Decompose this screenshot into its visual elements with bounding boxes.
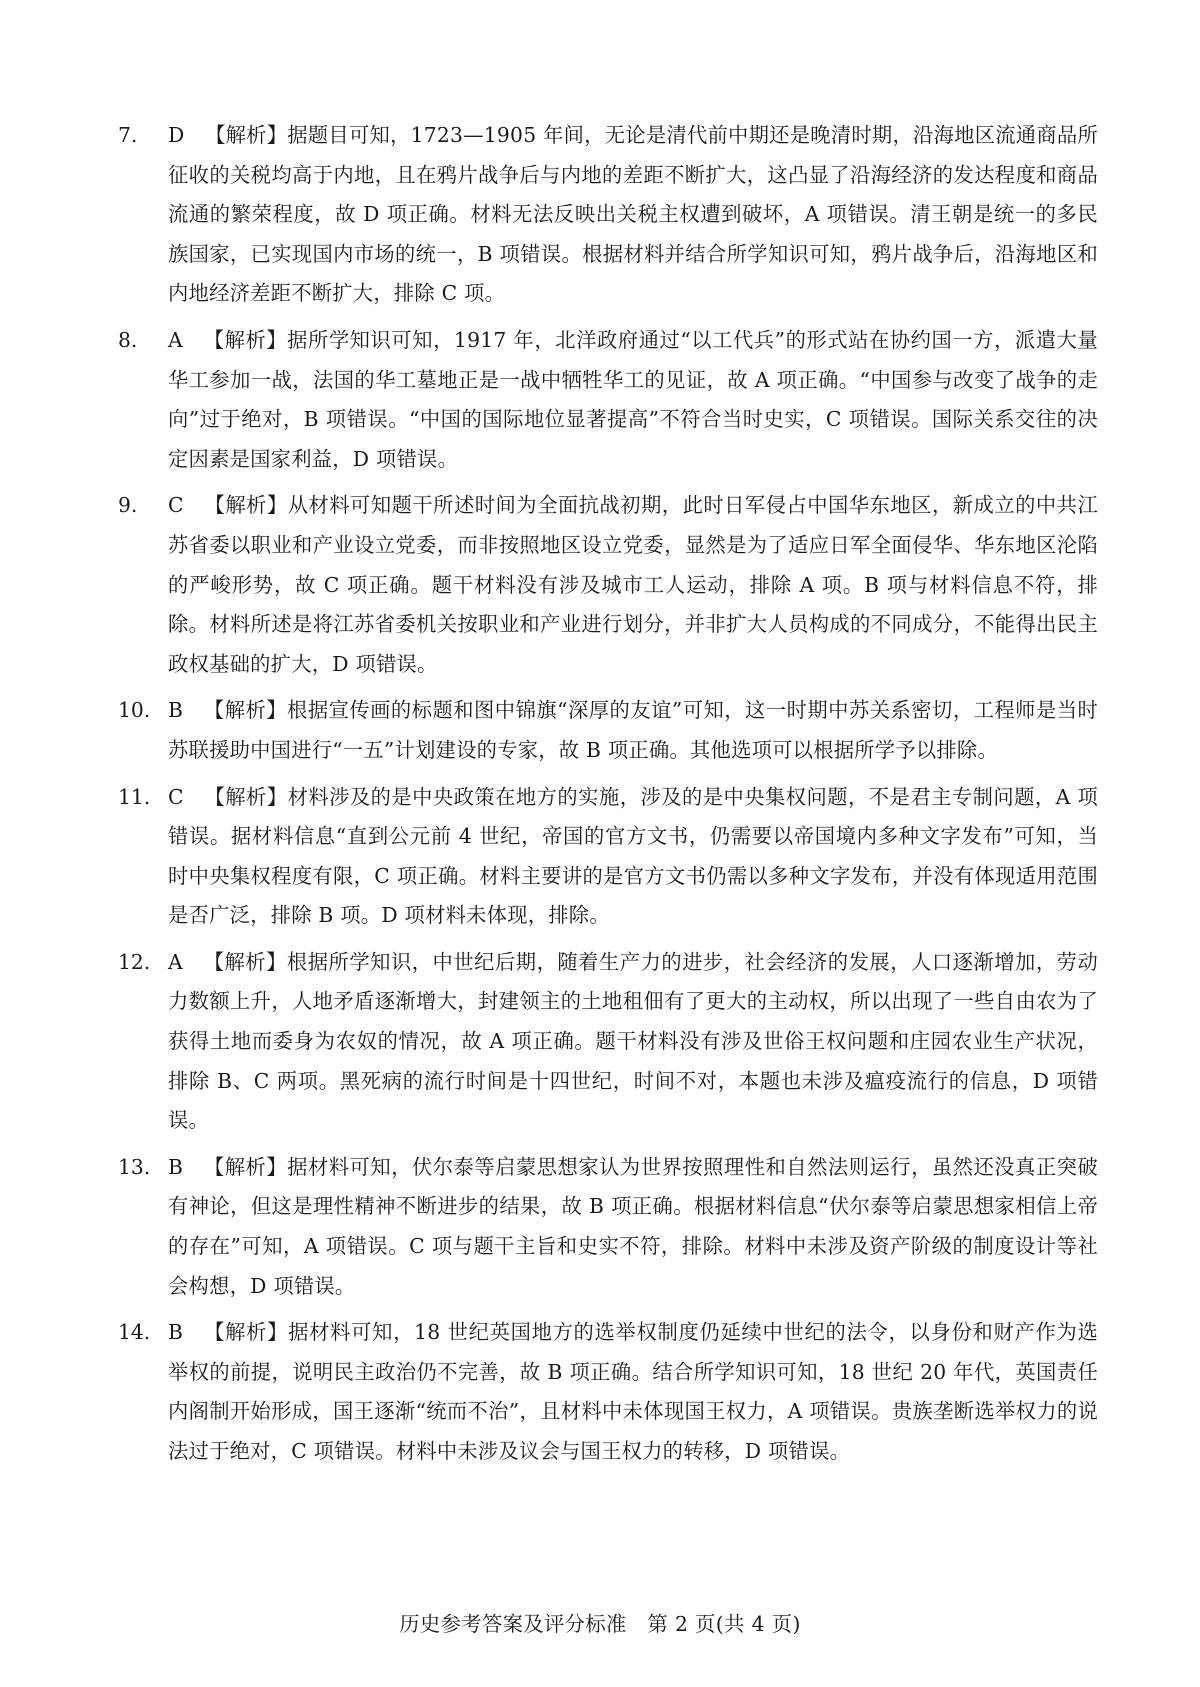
analysis-text: 据材料可知，伏尔泰等启蒙思想家认为世界按照理性和自然法则运行，虽然还没真正突破有神论，但这是理性精神不断进步的结果，故 B 项正确。根据材料信息“伏尔泰等启蒙思想家相信上帝的存在”可知，A 项错误。C 项与题干主旨和史实不符，排除。材料中未涉及资产阶级的制度设计等社会构想，D 项错误。 (168, 1154, 1098, 1298)
question-number: 14. (118, 1320, 151, 1345)
answer-choice-and-tag: B 【解析】 (168, 1320, 289, 1345)
answer-choice-and-tag: A 【解析】 (168, 949, 287, 974)
analysis-text: 据材料可知，18 世纪英国地方的选举权制度仍延续中世纪的法令，以身份和财产作为选举权的前提，说明民主政治仍不完善，故 B 项正确。结合所学知识可知，18 世纪 20 年代，英国责任内阁制开始形成，国王逐渐“统而不治”，且材料中未体现国王权力，A 项错误。贵族垄断选举权力的说法过于绝对，C 项错误。材料中未涉及议会与国王权力的转移，D 项错误。 (168, 1320, 1098, 1463)
answer-choice-and-tag: C 【解析】 (168, 784, 288, 809)
analysis-text: 根据所学知识，中世纪后期，随着生产力的进步，社会经济的发展，人口逐渐增加，劳动力数额上升，人地矛盾逐渐增大，封建领主的土地租佃有了更大的主动权，所以出现了一些自由农为了获得土地而委身为农奴的情况，故 A 项正确。题干材料没有涉及世俗王权问题和庄园农业生产状况，排除 B、C 两项。黑死病的流行时间是十四世纪，时间不对，本题也未涉及瘟疫流行的信息，D 项错误。 (168, 949, 1098, 1133)
answer-paragraph (168, 778, 1098, 936)
question-number: 7. (118, 123, 138, 147)
answer-item-12 (118, 943, 1098, 1141)
answer-paragraph (168, 116, 1098, 314)
answer-choice-and-tag: D 【解析】 (168, 123, 288, 147)
question-number: 11. (118, 784, 151, 809)
answer-item-8 (118, 321, 1098, 479)
answer-choice-and-tag: B 【解析】 (168, 698, 288, 723)
answer-item-7 (118, 116, 1098, 314)
answer-paragraph (168, 691, 1098, 770)
answer-item-11 (118, 778, 1098, 936)
analysis-text: 据所学知识可知，1917 年，北洋政府通过“以工代兵”的形式站在协约国一方，派遣大量华工参加一战，法国的华工墓地正是一战中牺牲华工的见证，故 A 项正确。“中国参与改变了战争的走向”过于绝对，B 项错误。“中国的国际地位显著提高”不符合当时史实，C 项错误。国际关系交往的决定因素是国家利益，D 项错误。 (168, 327, 1098, 471)
answer-paragraph (168, 1148, 1098, 1306)
answer-item-10 (118, 691, 1098, 770)
answer-paragraph (168, 486, 1098, 684)
answer-paragraph (168, 943, 1098, 1141)
analysis-text: 据题目可知，1723—1905 年间，无论是清代前中期还是晚清时期，沿海地区流通商品所征收的关税均高于内地，且在鸦片战争后与内地的差距不断扩大，这凸显了沿海经济的发达程度和商品流通的繁荣程度，故 D 项正确。材料无法反映出关税主权遭到破坏，A 项错误。清王朝是统一的多民族国家，已实现国内市场的统一，B 项错误。根据材料并结合所学知识可知，鸦片战争后，沿海地区和内地经济差距不断扩大，排除 C 项。 (168, 123, 1098, 306)
question-number: 12. (118, 949, 151, 974)
answer-choice-and-tag: A 【解析】 (168, 327, 288, 352)
answer-paragraph (168, 1313, 1098, 1471)
question-number: 8. (118, 327, 138, 352)
analysis-text: 根据宣传画的标题和图中锦旗“深厚的友谊”可知，这一时期中苏关系密切，工程师是当时苏联援助中国进行“一五”计划建设的专家，故 B 项正确。其他选项可以根据所学予以排除。 (168, 698, 1099, 762)
question-number: 10. (118, 698, 151, 723)
analysis-text: 从材料可知题干所述时间为全面抗战初期，此时日军侵占中国华东地区，新成立的中共江苏省委以职业和产业设立党委，而非按照地区设立党委，显然是为了适应日军全面侵华、华东地区沦陷的严峻形势，故 C 项正确。题干材料没有涉及城市工人运动，排除 A 项。B 项与材料信息不符，排除。材料所述是将江苏省委机关按职业和产业进行划分，并非扩大人员构成的不同成分，不能得出民主政权基础的扩大，D 项错误。 (168, 493, 1098, 676)
answer-item-9 (118, 486, 1098, 684)
answer-list (118, 116, 1098, 1479)
answer-choice-and-tag: B 【解析】 (168, 1154, 288, 1179)
answer-item-14 (118, 1313, 1098, 1471)
answer-choice-and-tag: C 【解析】 (168, 493, 288, 518)
page-footer: 历史参考答案及评分标准 第 2 页(共 4 页) (399, 1612, 801, 1636)
question-number: 9. (118, 493, 138, 518)
answer-paragraph (168, 321, 1098, 479)
analysis-text: 材料涉及的是中央政策在地方的实施，涉及的是中央集权问题，不是君主专制问题，A 项错误。据材料信息“直到公元前 4 世纪，帝国的官方文书，仍需要以帝国境内多种文字发布”可知，当时中央集权程度有限，C 项正确。材料主要讲的是官方文书仍需以多种文字发布，并没有体现适用范围是否广泛，排除 B 项。D 项材料未体现，排除。 (168, 784, 1098, 928)
answer-item-13 (118, 1148, 1098, 1306)
question-number: 13. (118, 1154, 151, 1179)
